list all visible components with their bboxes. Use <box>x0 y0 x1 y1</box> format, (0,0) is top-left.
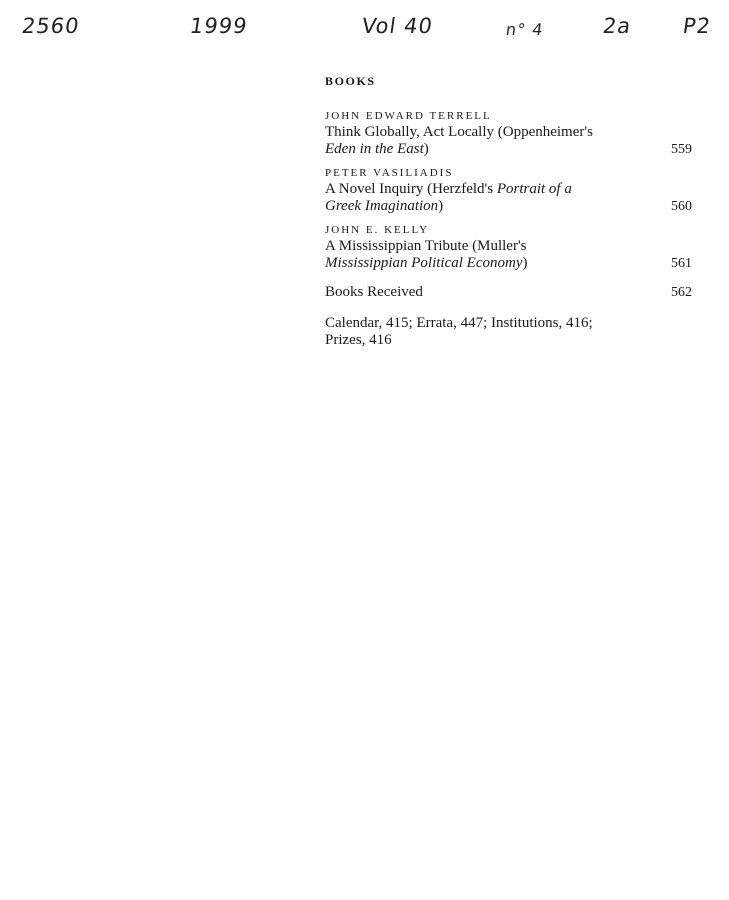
entry-title-line-1 <box>325 181 645 198</box>
books-received-page-number: 562 <box>671 285 692 300</box>
entry-title-italic: Eden in the East <box>325 141 424 157</box>
misc-listings <box>325 315 645 349</box>
entry-page-number: 560 <box>671 199 692 214</box>
hand-note-5: 2a <box>601 14 633 38</box>
entry-title-rest: ) <box>438 198 444 214</box>
entry-title-italic: Mississippian Political Economy <box>325 255 523 271</box>
entry-author: JOHN E. KELLY <box>325 224 430 236</box>
entry-title-line-2 <box>325 141 645 158</box>
entry-title-line-1: A Mississippian Tribute (Muller's <box>325 238 527 254</box>
hand-note-1: 2560 <box>20 14 82 38</box>
table-of-contents <box>325 74 695 349</box>
misc-line-1: Calendar, 415; Errata, 447; Institutions, 416; <box>325 315 593 331</box>
entry-title-line-2 <box>325 198 645 215</box>
entry-title-line-1: Think Globally, Act Locally (Oppenheimer's <box>325 124 593 140</box>
entry-title-line-2 <box>325 255 645 272</box>
entry-title-italic: Portrait of a <box>496 181 572 197</box>
hand-note-3: Vol 40 <box>360 14 435 38</box>
entry-title-rest: ) <box>522 255 528 271</box>
entry-author: JOHN EDWARD TERRELL <box>325 110 492 122</box>
entry-author: PETER VASILIADIS <box>325 167 454 179</box>
entry-title-plain: A Novel Inquiry (Herzfeld's <box>325 181 497 197</box>
toc-entry <box>325 166 695 215</box>
toc-entry <box>325 223 695 272</box>
section-title: BOOKS <box>325 74 376 88</box>
toc-entry <box>325 109 695 158</box>
hand-note-4: n° 4 <box>504 20 545 39</box>
books-received-label: Books Received <box>325 284 423 300</box>
entry-page-number: 561 <box>671 256 692 271</box>
hand-note-2: 1999 <box>188 14 250 38</box>
entry-title-rest: ) <box>423 141 429 157</box>
entry-title-italic: Greek Imagination <box>325 198 439 214</box>
books-received-entry <box>325 284 695 301</box>
hand-note-6: P2 <box>681 14 713 38</box>
entry-page-number: 559 <box>671 142 692 157</box>
misc-line-2: Prizes, 416 <box>325 332 392 348</box>
